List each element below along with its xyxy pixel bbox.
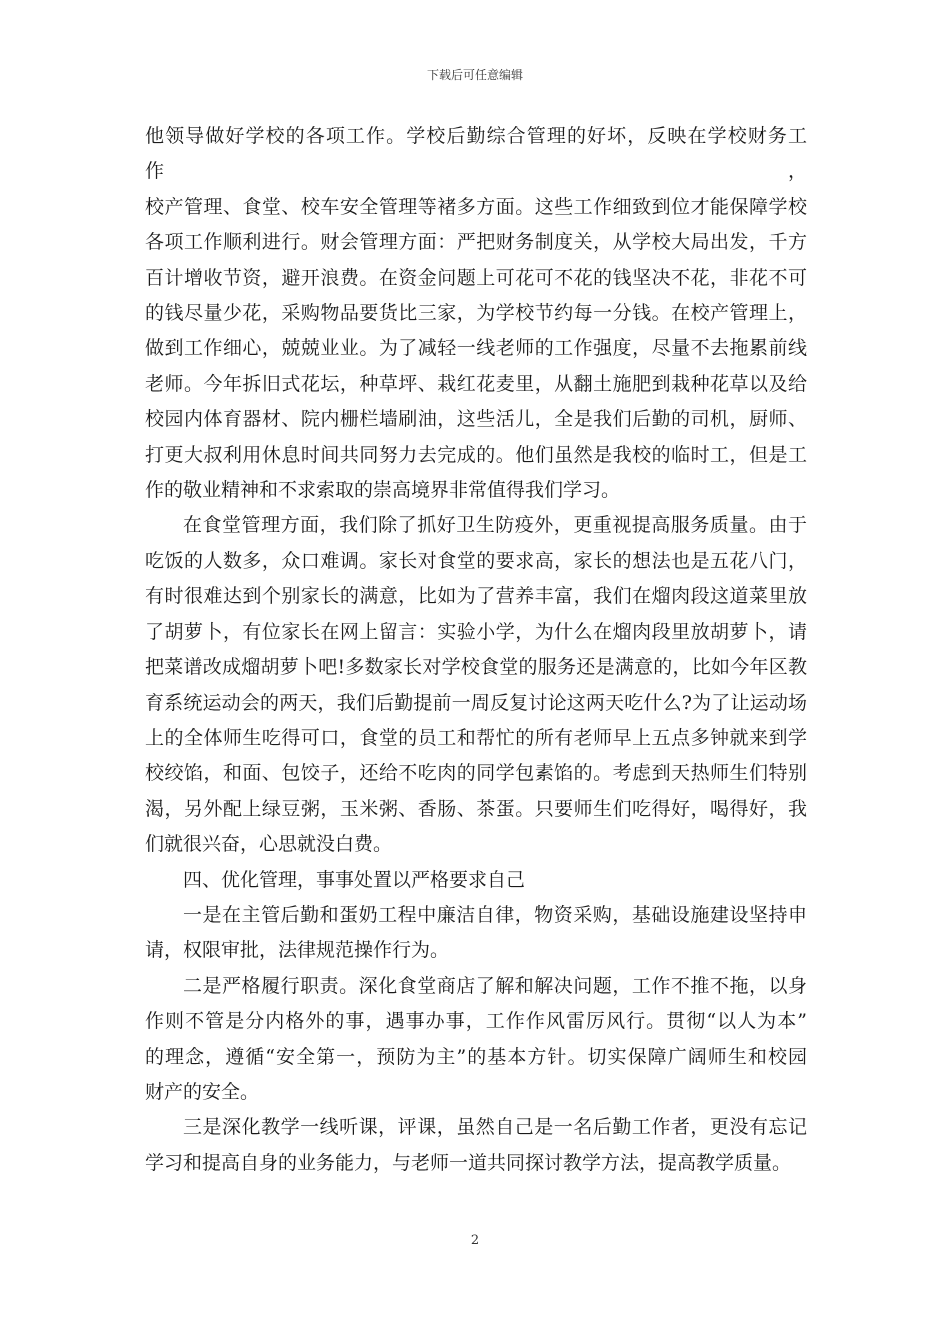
- text-line: 们就很兴奋，心思就没白费。: [145, 833, 393, 856]
- page-header: 下载后可任意编辑: [426, 68, 523, 82]
- text-line: 二是严格履行职责。深化食堂商店了解和解决问题，工作不推不拖，以身: [183, 974, 807, 997]
- text-line: 的理念，遵循“安全第一，预防为主”的基本方针。切实保障广阔师生和校园: [145, 1045, 807, 1068]
- text-line: 财产的安全。: [145, 1080, 260, 1103]
- text-line: 渴，另外配上绿豆粥，玉米粥、香肠、茶蛋。只要师生们吃得好，喝得好，我: [145, 797, 807, 820]
- paragraph: [145, 898, 807, 969]
- text-line: 把菜谱改成熘胡萝卜吧!多数家长对学校食堂的服务还是满意的，比如今年区教: [145, 656, 807, 679]
- text-line: 四、优化管理，事事处置以严格要求自己: [183, 868, 526, 891]
- paragraph: [145, 969, 807, 1111]
- text-line: 校产管理、食堂、校车安全管理等褚多方面。这些工作细致到位才能保障学校: [145, 195, 807, 218]
- text-line: 老师。今年拆旧式花坛，种草坪、栽红花麦里，从翻土施肥到栽种花草以及给: [145, 372, 807, 395]
- text-line: 育系统运动会的两天，我们后勤提前一周反复讨论这两天吃什么?为了让运动场: [145, 691, 807, 714]
- text-line: 有时很难达到个别家长的满意，比如为了营养丰富，我们在熘肉段这道菜里放: [145, 585, 807, 608]
- text-line: 了胡萝卜，有位家长在网上留言：实验小学，为什么在熘肉段里放胡萝卜，请: [145, 620, 807, 643]
- paragraph: [145, 1110, 807, 1181]
- text-line: 请，权限审批，法律规范操作行为。: [145, 939, 450, 962]
- text-line: 校绞馅，和面、包饺子，还给不吃肉的同学包素馅的。考虑到天热师生们特别: [145, 762, 807, 785]
- text-line: 上的全体师生吃得可口，食堂的员工和帮忙的所有老师早上五点多钟就来到学: [145, 726, 807, 749]
- text-line: 三是深化教学一线听课，评课，虽然自己是一名后勤工作者，更没有忘记: [183, 1116, 807, 1139]
- text-line: 做到工作细心，兢兢业业。为了减轻一线老师的工作强度，尽量不去拖累前线: [145, 337, 807, 360]
- paragraph: [145, 119, 807, 508]
- page-number: 2: [470, 1233, 480, 1248]
- paragraph: [145, 863, 807, 898]
- text-line: 一是在主管后勤和蛋奶工程中廉洁自律，物资采购，基础设施建设坚持申: [183, 903, 807, 926]
- text-line: 作则不管是分内格外的事，遇事办事，工作作风雷厉风行。贯彻“以人为本”: [145, 1010, 807, 1033]
- text-line: 校园内体育器材、院内栅栏墙刷油，这些活儿，全是我们后勤的司机，厨师、: [145, 408, 807, 431]
- document-body: [145, 119, 807, 1181]
- text-line: 作的敬业精神和不求索取的崇高境界非常值得我们学习。: [145, 479, 621, 502]
- text-line: 吃饭的人数多，众口难调。家长对食堂的要求高，家长的想法也是五花八门，: [145, 549, 807, 572]
- text-line: 各项工作顺利进行。财会管理方面：严把财务制度关，从学校大局出发，千方: [145, 231, 807, 254]
- text-line: 学习和提高自身的业务能力，与老师一道共同探讨教学方法，提高教学质量。: [145, 1151, 792, 1174]
- text-line: 百计增收节资，避开浪费。在资金问题上可花可不花的钱坚决不花，非花不可: [145, 266, 807, 289]
- text-line: 打更大叔利用休息时间共同努力去完成的。他们虽然是我校的临时工，但是工: [145, 443, 807, 466]
- paragraph: [145, 508, 807, 862]
- text-line: 他领导做好学校的各项工作。学校后勤综合管理的好坏，反映在学校财务工作，: [145, 125, 807, 183]
- text-line: 在食堂管理方面，我们除了抓好卫生防疫外，更重视提高服务质量。由于: [183, 514, 807, 537]
- text-line: 的钱尽量少花，采购物品要货比三家，为学校节约每一分钱。在校产管理上，: [145, 302, 807, 325]
